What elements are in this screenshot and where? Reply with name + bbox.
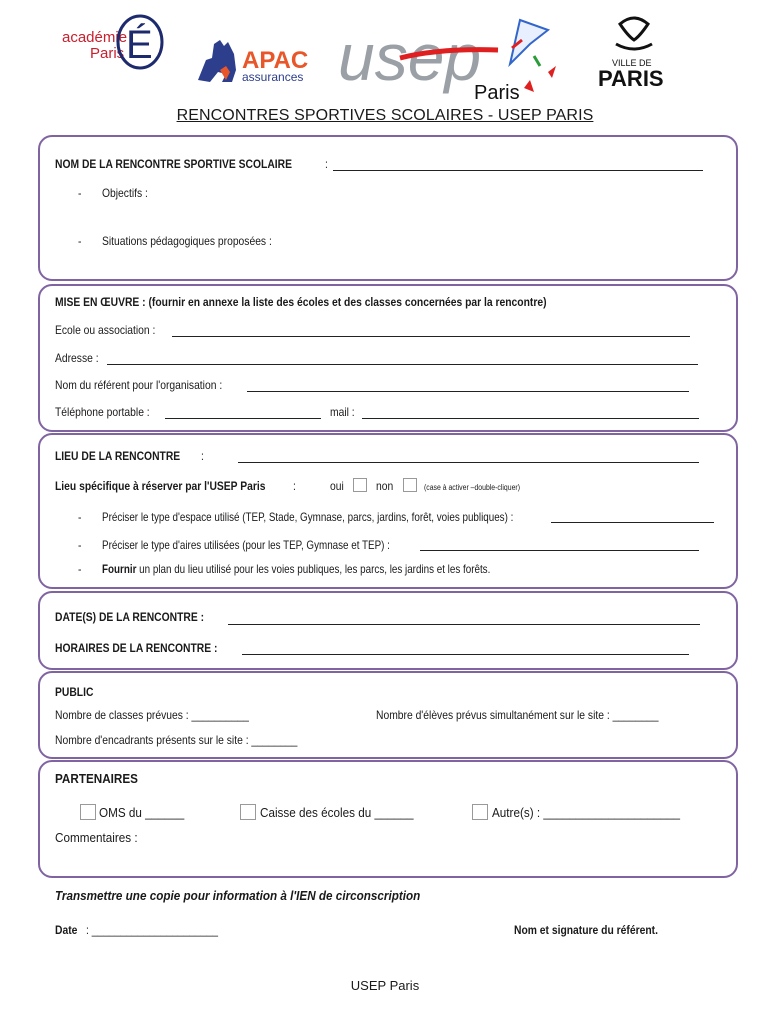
non-checkbox[interactable] — [403, 478, 417, 492]
mail-label: mail : — [330, 405, 355, 419]
usep-logo — [338, 20, 556, 104]
usep-city-text: Paris — [474, 82, 520, 104]
logo-strip — [0, 0, 770, 108]
telephone-label: Téléphone portable : — [55, 405, 150, 419]
lieu-specifique-label: Lieu spécifique à réserver par l'USEP Paris — [55, 479, 266, 493]
fournir-rest: un plan du lieu utilisé pour les voies publiques, les parcs, les jardins et les forêts. — [139, 562, 491, 576]
apac-sub-text: assurances — [242, 70, 304, 84]
transmettre-note: Transmettre une copie pour information à l'IEN de circonscription — [55, 888, 421, 903]
eleves-label: Nombre d'élèves prévus simultanément sur le site : ________ — [376, 708, 659, 722]
checkbox-note: (case à activer –double-cliquer) — [424, 483, 520, 492]
fournir-bullet: - — [78, 562, 82, 576]
autres-label: Autre(s) : _____________________ — [492, 805, 681, 820]
ship-icon — [620, 18, 648, 40]
date-field[interactable]: : ______________________ — [86, 923, 219, 937]
autres-checkbox[interactable] — [472, 804, 488, 820]
page-title: RENCONTRES SPORTIVES SCOLAIRES - USEP PARIS — [176, 107, 594, 124]
objectifs-label: Objectifs : — [102, 186, 148, 200]
ville-de-text: VILLE DE — [612, 58, 652, 68]
mise-en-oeuvre-heading: MISE EN ŒUVRE : (fournir en annexe la liste des écoles et des classes concernées par la rencontre) — [55, 295, 547, 309]
paris-text: PARIS — [598, 66, 664, 91]
aires-label: Préciser le type d'aires utilisées (pour les TEP, Gymnase et TEP) : — [102, 538, 390, 552]
adresse-label: Adresse : — [55, 351, 99, 365]
horaires-field[interactable] — [242, 654, 689, 655]
referent-label: Nom du référent pour l'organisation : — [55, 378, 223, 392]
horaires-label: HORAIRES DE LA RENCONTRE : — [55, 641, 218, 655]
ville-de-paris-logo — [598, 18, 664, 91]
oui-label: oui — [330, 479, 344, 493]
espace-label: Préciser le type d'espace utilisé (TEP, Stade, Gymnase, parcs, jardins, forêt, voies publiques) : — [102, 510, 514, 524]
oms-checkbox[interactable] — [80, 804, 96, 820]
telephone-field[interactable] — [165, 418, 321, 419]
objectifs-bullet: - — [78, 186, 82, 200]
situations-bullet: - — [78, 234, 82, 248]
usep-text: usep — [338, 20, 482, 94]
logo-header — [0, 0, 770, 108]
classes-label: Nombre de classes prévues : __________ — [55, 708, 249, 722]
oms-label: OMS du ______ — [99, 805, 185, 820]
rencontre-name-colon: : — [325, 157, 328, 171]
public-heading: PUBLIC — [55, 685, 94, 699]
mail-field[interactable] — [362, 418, 699, 419]
aires-bullet: - — [78, 538, 82, 552]
academie-letter: É — [126, 23, 153, 67]
partenaires-heading: PARTENAIRES — [55, 771, 138, 786]
rencontre-name-field[interactable] — [333, 170, 703, 171]
date-label: Date — [55, 923, 78, 937]
signature-label: Nom et signature du référent. — [514, 923, 658, 937]
page-footer: USEP Paris — [350, 978, 420, 993]
apac-logo — [198, 40, 308, 84]
caisse-checkbox[interactable] — [240, 804, 256, 820]
aires-field[interactable] — [420, 550, 699, 551]
academie-text: académie — [62, 29, 128, 46]
rencontre-name-label: NOM DE LA RENCONTRE SPORTIVE SCOLAIRE — [55, 157, 292, 171]
encadrants-label: Nombre d'encadrants présents sur le site : ________ — [55, 733, 298, 747]
fournir-bold: Fournir — [102, 562, 137, 576]
commentaires-label: Commentaires : — [55, 830, 138, 845]
lieu-specifique-colon: : — [293, 479, 296, 493]
lieu-colon: : — [201, 449, 204, 463]
adresse-field[interactable] — [107, 364, 698, 365]
fournir-text — [102, 562, 490, 576]
espace-field[interactable] — [551, 522, 714, 523]
dates-label: DATE(S) DE LA RENCONTRE : — [55, 610, 205, 624]
lieu-label: LIEU DE LA RENCONTRE — [55, 449, 181, 463]
ecole-field[interactable] — [172, 336, 690, 337]
dates-field[interactable] — [228, 624, 700, 625]
apac-text: APAC — [242, 47, 309, 74]
espace-bullet: - — [78, 510, 82, 524]
non-label: non — [376, 479, 394, 493]
referent-field[interactable] — [247, 391, 689, 392]
academie-city: Paris — [90, 45, 125, 62]
academie-paris-logo — [62, 16, 162, 68]
situations-label: Situations pédagogiques proposées : — [102, 234, 272, 248]
oui-checkbox[interactable] — [353, 478, 367, 492]
rocket-icon — [510, 20, 548, 64]
section-dates — [38, 591, 738, 670]
lieu-field[interactable] — [238, 462, 699, 463]
caisse-label: Caisse des écoles du ______ — [260, 805, 414, 820]
kangaroo-icon — [198, 40, 236, 82]
ecole-label: Ecole ou association : — [55, 323, 156, 337]
